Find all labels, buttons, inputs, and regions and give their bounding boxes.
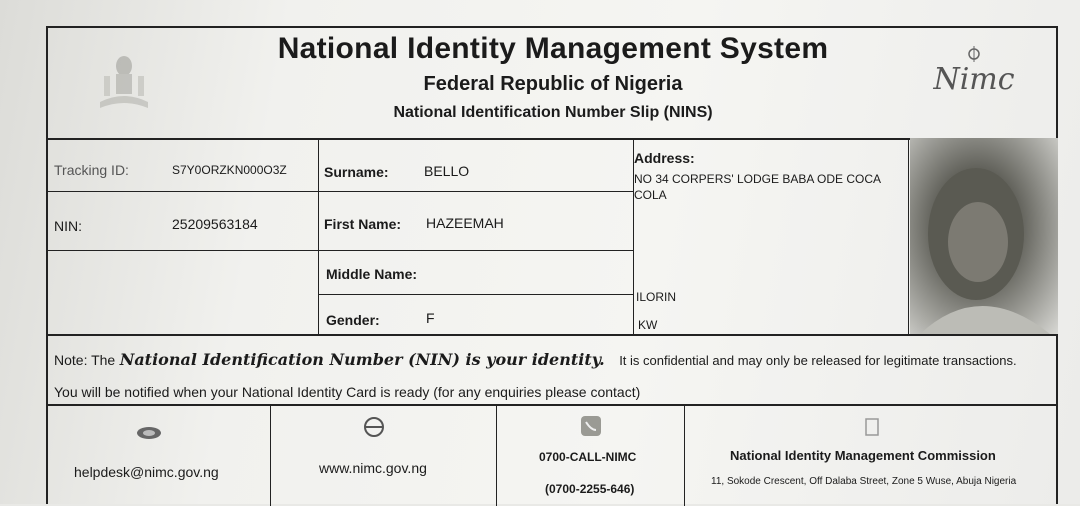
first-name-label: First Name: xyxy=(324,216,402,232)
footer-org-cell xyxy=(685,404,1058,506)
divider xyxy=(633,138,634,334)
footer-website[interactable]: www.nimc.gov.ng xyxy=(319,460,427,476)
footer-org-name: National Identity Management Commission xyxy=(730,448,996,463)
surname-label: Surname: xyxy=(324,164,389,180)
nimc-logo-icon xyxy=(930,46,1018,118)
nin-slip xyxy=(46,26,1058,504)
address-state: KW xyxy=(638,318,658,332)
note-line-1 xyxy=(54,350,1017,370)
tracking-id-label: Tracking ID: xyxy=(54,162,129,178)
footer-email-cell xyxy=(48,404,270,506)
footer-phone-1: 0700-CALL-NIMC xyxy=(539,450,637,464)
divider xyxy=(318,138,319,334)
slip-header xyxy=(48,28,1058,140)
footer-email[interactable]: helpdesk@nimc.gov.ng xyxy=(74,464,219,480)
divider xyxy=(48,250,633,251)
gender-label: Gender: xyxy=(326,312,380,328)
page-subtitle: Federal Republic of Nigeria xyxy=(423,73,683,95)
address-city: ILORIN xyxy=(636,290,677,304)
nin-label: NIN: xyxy=(54,218,82,234)
address-label: Address: xyxy=(634,150,695,166)
email-icon xyxy=(136,424,162,445)
page-title: National Identity Management System xyxy=(277,32,829,65)
middle-name-label: Middle Name: xyxy=(326,266,418,282)
holder-photo xyxy=(910,138,1058,334)
divider xyxy=(318,294,633,295)
first-name-value: HAZEEMAH xyxy=(426,215,504,231)
note-emphasis: National Identification Number (NIN) is your identity. xyxy=(119,350,605,369)
note-prefix: Note: The xyxy=(54,352,116,368)
divider xyxy=(48,334,1058,336)
slip-title: National Identification Number Slip (NINS) xyxy=(393,104,713,121)
phone-icon xyxy=(579,414,603,443)
office-icon xyxy=(865,418,879,441)
footer-phone-cell xyxy=(497,404,684,506)
web-icon xyxy=(363,416,385,443)
footer-phone-2: (0700-2255-646) xyxy=(545,482,635,496)
address-line2: COLA xyxy=(634,188,667,202)
footer-org-address: 11, Sokode Crescent, Off Dalaba Street, Zone 5 Wuse, Abuja Nigeria xyxy=(711,476,1017,487)
footer-web-cell xyxy=(271,404,496,506)
nimc-logo-text: Nimc xyxy=(933,62,1015,97)
address-line1: NO 34 CORPERS' LODGE BABA ODE COCA xyxy=(634,172,882,186)
gender-value: F xyxy=(426,310,435,326)
note-line-2: You will be notified when your National Identity Card is ready (for any enquiries please contact) xyxy=(54,384,641,400)
tracking-id-value: S7Y0ORZKN000O3Z xyxy=(172,163,287,177)
nin-value: 25209563184 xyxy=(172,216,258,232)
note-rest: It is confidential and may only be released for legitimate transactions. xyxy=(619,353,1017,368)
surname-value: BELLO xyxy=(424,163,470,179)
divider xyxy=(48,191,633,192)
divider xyxy=(908,138,909,334)
